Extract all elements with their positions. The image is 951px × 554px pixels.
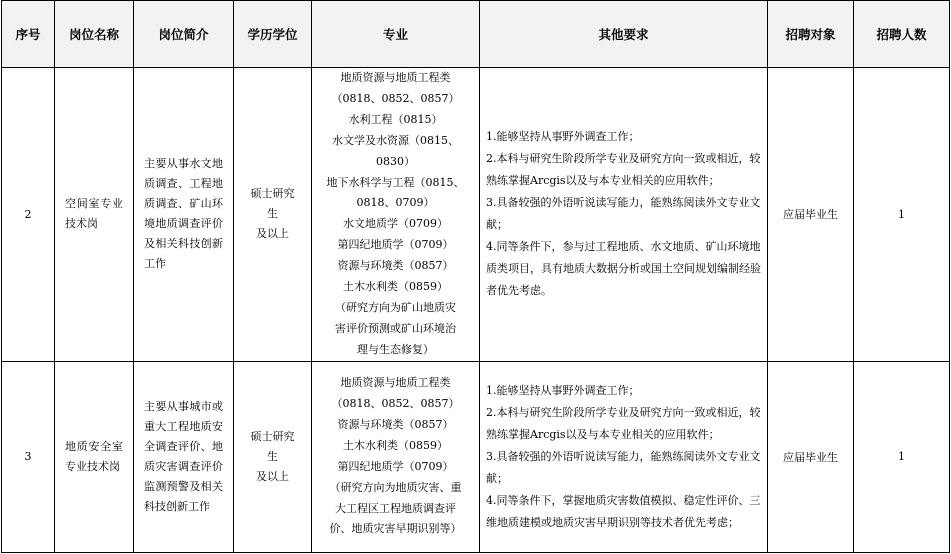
requirements-cell [480, 361, 768, 552]
degree-line: 硕士研究 [250, 187, 295, 201]
requirement-item: 4.同等条件下，掌握地质灾害数值模拟、稳定性评价、三维地质建模或地质灾害早期识别等技术者优先考虑； [486, 493, 761, 529]
major-line: （研究方向为地质灾害、重 [329, 480, 462, 494]
degree-line: 及以上 [256, 227, 289, 241]
count-cell: 1 [854, 361, 950, 552]
major-line: 水文地质学（0709） [343, 217, 448, 231]
intro-cell [134, 361, 234, 552]
major-line: 土木水利类（0859） [343, 438, 448, 452]
requirement-item: 1.能够坚持从事野外调查工作； [486, 383, 640, 397]
requirement-item: 2.本科与研究生阶段所学专业及研究方向一致或相近，较熟练掌握Arcgis以及与本专业相关的应用软件； [486, 405, 761, 441]
degree-cell [234, 68, 312, 362]
major-line: 第四纪地质学（0709） [337, 238, 454, 252]
major-line: 害评价预测或矿山环境治 [335, 321, 456, 335]
major-cell [312, 361, 480, 552]
degree-line: 硕士研究 [250, 429, 295, 443]
recruitment-table [1, 0, 950, 553]
requirement-item: 2.本科与研究生阶段所学专业及研究方向一致或相近，较熟练掌握Arcgis以及与本专业相关的应用软件； [486, 152, 761, 188]
major-line: （0818、0852、0857） [331, 91, 460, 105]
intro-cell [134, 68, 234, 362]
requirement-item: 3.具备较强的外语听说读写能力，能熟练阅读外文专业文献； [486, 196, 761, 232]
major-line: 第四纪地质学（0709） [337, 459, 454, 473]
degree-line: 生 [267, 449, 278, 463]
position-name: 地质安全室专业技术岗 [65, 439, 123, 473]
major-line: 0830） [376, 154, 415, 168]
major-line: 地下水科学与工程（0815、 [326, 175, 465, 189]
position-cell [55, 361, 134, 552]
degree-line: 生 [267, 207, 278, 221]
table-row [2, 361, 950, 552]
major-line: （研究方向为矿山地质灾 [335, 300, 456, 314]
header-position: 岗位名称 [55, 1, 134, 68]
requirement-item: 3.具备较强的外语听说读写能力，能熟练阅读外文专业文献； [486, 449, 761, 485]
major-line: 资源与环境类（0857） [337, 259, 454, 273]
requirements-cell [480, 68, 768, 362]
header-requirements: 其他要求 [480, 1, 768, 68]
header-target: 招聘对象 [768, 1, 854, 68]
major-line: 理与生态修复） [357, 342, 434, 356]
major-line: 地质资源与地质工程类 [340, 376, 451, 390]
position-cell [55, 68, 134, 362]
table-row [2, 68, 950, 362]
header-intro: 岗位简介 [134, 1, 234, 68]
seq-cell: 3 [2, 361, 55, 552]
position-intro: 主要从事城市或重大工程地质安全调查评价、地质灾害调查评价监测预警及相关科技创新工作 [144, 399, 223, 513]
header-degree: 学历学位 [234, 1, 312, 68]
count-cell: 1 [854, 68, 950, 362]
major-line: 大工程区工程地质调查评 [335, 501, 456, 515]
major-line: （0818、0852、0857） [331, 396, 460, 410]
position-intro: 主要从事水文地质调查、工程地质调查、矿山环境地质调查评价及相关科技创新工作 [144, 157, 223, 271]
major-line: 水文学及水资源（0815、 [332, 133, 459, 147]
target-cell: 应届毕业生 [768, 361, 854, 552]
major-line: 0818、0709） [356, 196, 435, 210]
header-seq: 序号 [2, 1, 55, 68]
position-name: 空间室专业技术岗 [65, 197, 123, 231]
major-line: 水利工程（0815） [348, 112, 443, 126]
major-line: 资源与环境类（0857） [337, 417, 454, 431]
major-line: 地质资源与地质工程类 [340, 71, 451, 84]
degree-cell [234, 361, 312, 552]
header-row [2, 1, 950, 68]
major-line: 价、地质灾害早期识别等） [329, 522, 462, 536]
header-major: 专业 [312, 1, 480, 68]
seq-cell: 2 [2, 68, 55, 362]
degree-line: 及以上 [256, 469, 289, 483]
major-line: 土木水利类（0859） [343, 280, 448, 294]
header-count: 招聘人数 [854, 1, 950, 68]
major-cell [312, 68, 480, 362]
requirement-item: 4.同等条件下，参与过工程地质、水文地质、矿山环境地质类项目，具有地质大数据分析或国土空间规划编制经验者优先考虑。 [486, 240, 761, 298]
requirement-item: 1.能够坚持从事野外调查工作； [486, 130, 640, 144]
target-cell: 应届毕业生 [768, 68, 854, 362]
